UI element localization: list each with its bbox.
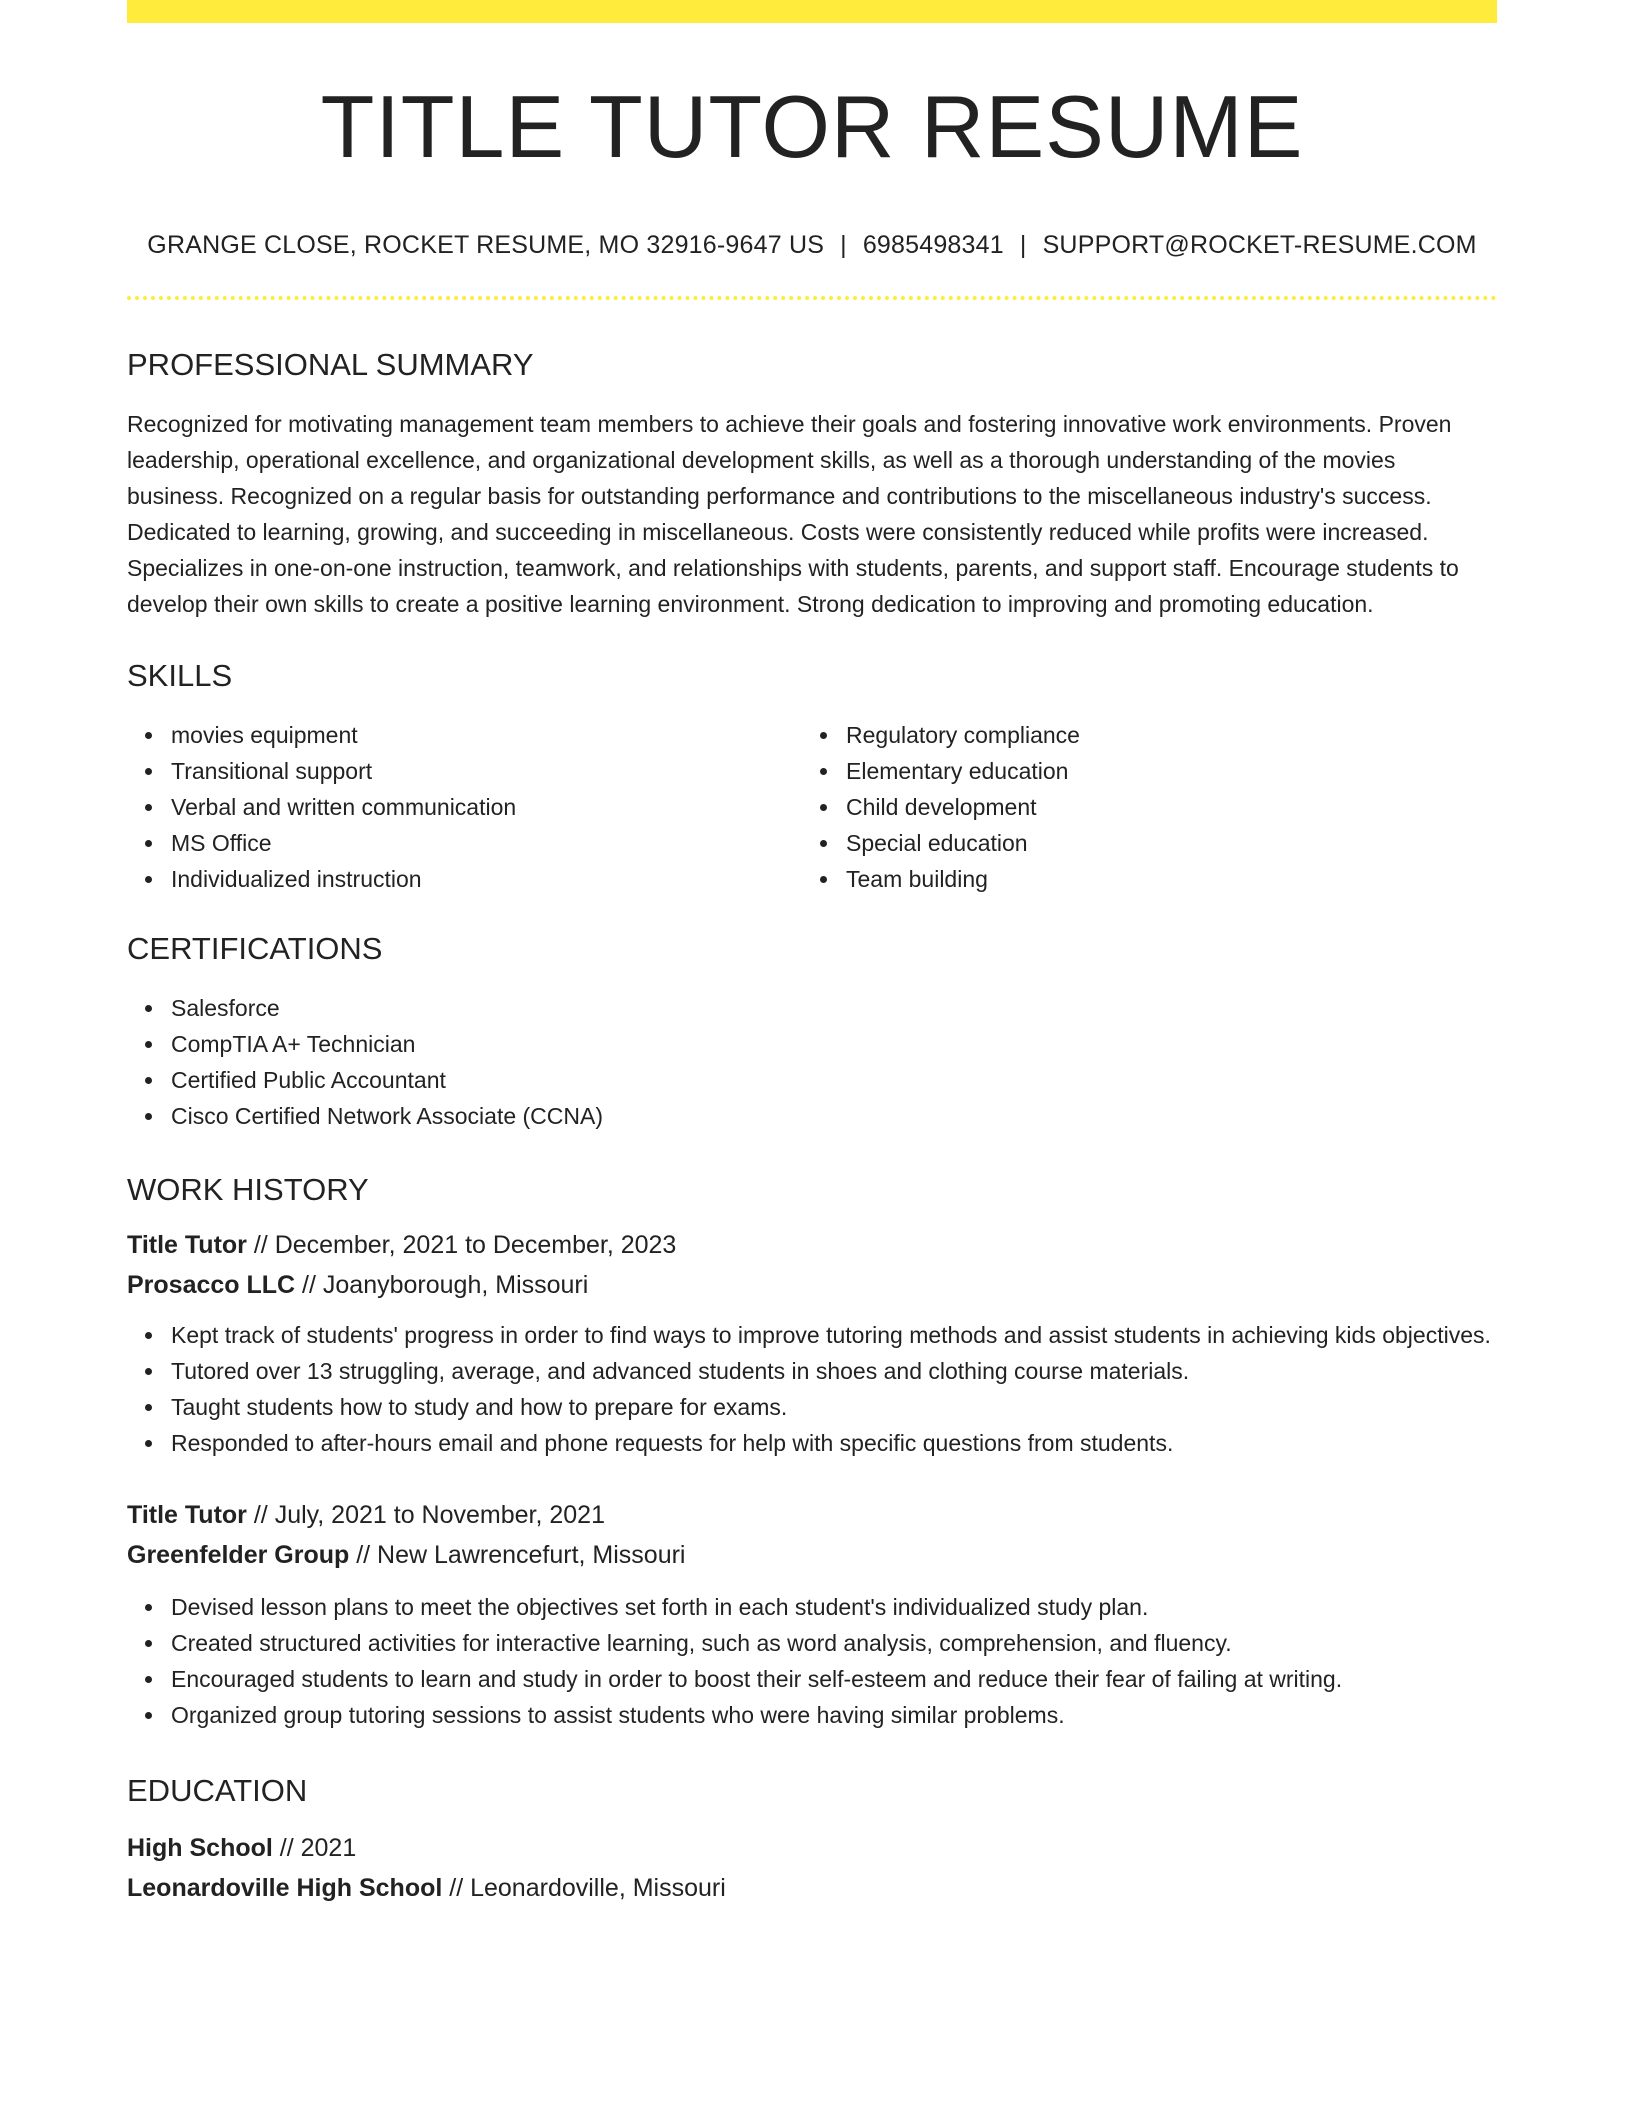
skills-column-right: [802, 717, 1477, 897]
skills-grid: [127, 717, 1497, 897]
skill-item: Verbal and written communication: [127, 789, 802, 825]
section-title: WORK HISTORY: [127, 1172, 369, 1207]
skill-item: Individualized instruction: [127, 861, 802, 897]
resume-title: TITLE TUTOR RESUME: [320, 77, 1304, 176]
section-title: CERTIFICATIONS: [127, 931, 383, 966]
education-degree-line: [127, 1828, 1497, 1868]
education-school-line: [127, 1868, 1497, 1908]
job-bullet: Taught students how to study and how to prepare for exams.: [127, 1389, 1497, 1425]
skills-section: [127, 660, 1497, 897]
skills-column-left: [127, 717, 802, 897]
certification-item: Salesforce: [127, 990, 1497, 1026]
certification-item: Cisco Certified Network Associate (CCNA): [127, 1098, 1497, 1134]
skill-item: Elementary education: [802, 753, 1477, 789]
top-accent-bar: [127, 0, 1497, 23]
resume-page: [127, 0, 1497, 1908]
header-divider: [127, 296, 1497, 300]
professional-summary-section: [127, 349, 1497, 622]
contact-email: SUPPORT@ROCKET-RESUME.COM: [1042, 231, 1477, 259]
certifications-list: [127, 990, 1497, 1134]
skill-item: MS Office: [127, 825, 802, 861]
skill-item: movies equipment: [127, 717, 802, 753]
job-location: // Joanyborough, Missouri: [295, 1271, 589, 1299]
contact-address: GRANGE CLOSE, ROCKET RESUME, MO 32916-9647 US: [147, 231, 825, 259]
job-bullet: Tutored over 13 struggling, average, and advanced students in shoes and clothing course materials.: [127, 1353, 1497, 1389]
job-bullet: Responded to after-hours email and phone requests for help with specific questions from students.: [127, 1425, 1497, 1461]
section-title: EDUCATION: [127, 1773, 308, 1808]
certification-item: Certified Public Accountant: [127, 1062, 1497, 1098]
skill-item: Child development: [802, 789, 1477, 825]
job-role: Title Tutor: [127, 1501, 247, 1529]
work-history-section: [127, 1174, 1497, 1733]
job-bullets: [127, 1317, 1497, 1461]
job-bullet: Created structured activities for interactive learning, such as word analysis, comprehension, and fluency.: [127, 1625, 1497, 1661]
job-company: Prosacco LLC: [127, 1271, 296, 1299]
section-title: SKILLS: [127, 658, 233, 693]
education-section: [127, 1775, 1497, 1908]
job-bullet: Kept track of students' progress in order to find ways to improve tutoring methods and assist students in achieving kids objectives.: [127, 1317, 1497, 1353]
certification-item: CompTIA A+ Technician: [127, 1026, 1497, 1062]
job-bullets: [127, 1589, 1497, 1733]
contact-line: [127, 231, 1497, 260]
job-bullet: Devised lesson plans to meet the objectives set forth in each student's individualized study plan.: [127, 1589, 1497, 1625]
contact-phone: 6985498341: [862, 231, 1004, 259]
job-bullet: Organized group tutoring sessions to assist students who were having similar problems.: [127, 1697, 1497, 1733]
job-role-line: [127, 1225, 1497, 1265]
education-location: // Leonardoville, Missouri: [442, 1874, 726, 1902]
job-dates: // July, 2021 to November, 2021: [246, 1501, 605, 1529]
contact-separator: |: [1019, 231, 1027, 259]
job-bullet: Encouraged students to learn and study in order to boost their self-esteem and reduce their fear of failing at writing.: [127, 1661, 1497, 1697]
job-role: Title Tutor: [127, 1231, 247, 1259]
education-school: Leonardoville High School: [127, 1874, 443, 1902]
job-location: // New Lawrencefurt, Missouri: [349, 1541, 686, 1569]
job-company-line: [127, 1265, 1497, 1305]
summary-text: Recognized for motivating management team members to achieve their goals and fostering innovative work environments. Proven leadership, operational excellence, and organizational development skills, as well as a thorough understanding of the movies business. Recognized on a regular basis for outstanding performance and contributions to the miscellaneous industry's success. Dedicated to learning, growing, and succeeding in miscellaneous. Costs were consistently reduced while profits were increased. Specializes in one-on-one instruction, teamwork, and relationships with students, parents, and support staff. Encourage students to develop their own skills to create a positive learning environment. Strong dedication to improving and promoting education.: [127, 411, 1459, 617]
section-title: PROFESSIONAL SUMMARY: [127, 347, 534, 382]
skill-item: Team building: [802, 861, 1477, 897]
skills-list-right: [802, 717, 1477, 897]
skills-list-left: [127, 717, 802, 897]
job-entry: [127, 1225, 1497, 1461]
education-year: // 2021: [272, 1834, 357, 1862]
education-degree: High School: [127, 1834, 273, 1862]
job-company-line: [127, 1535, 1497, 1575]
certifications-section: [127, 933, 1497, 1134]
skill-item: Regulatory compliance: [802, 717, 1477, 753]
job-dates: // December, 2021 to December, 2023: [246, 1231, 677, 1259]
skill-item: Transitional support: [127, 753, 802, 789]
job-entry: [127, 1495, 1497, 1733]
job-company: Greenfelder Group: [127, 1541, 350, 1569]
education-entry: [127, 1828, 1497, 1908]
skill-item: Special education: [802, 825, 1477, 861]
job-role-line: [127, 1495, 1497, 1535]
contact-separator: |: [840, 231, 847, 259]
